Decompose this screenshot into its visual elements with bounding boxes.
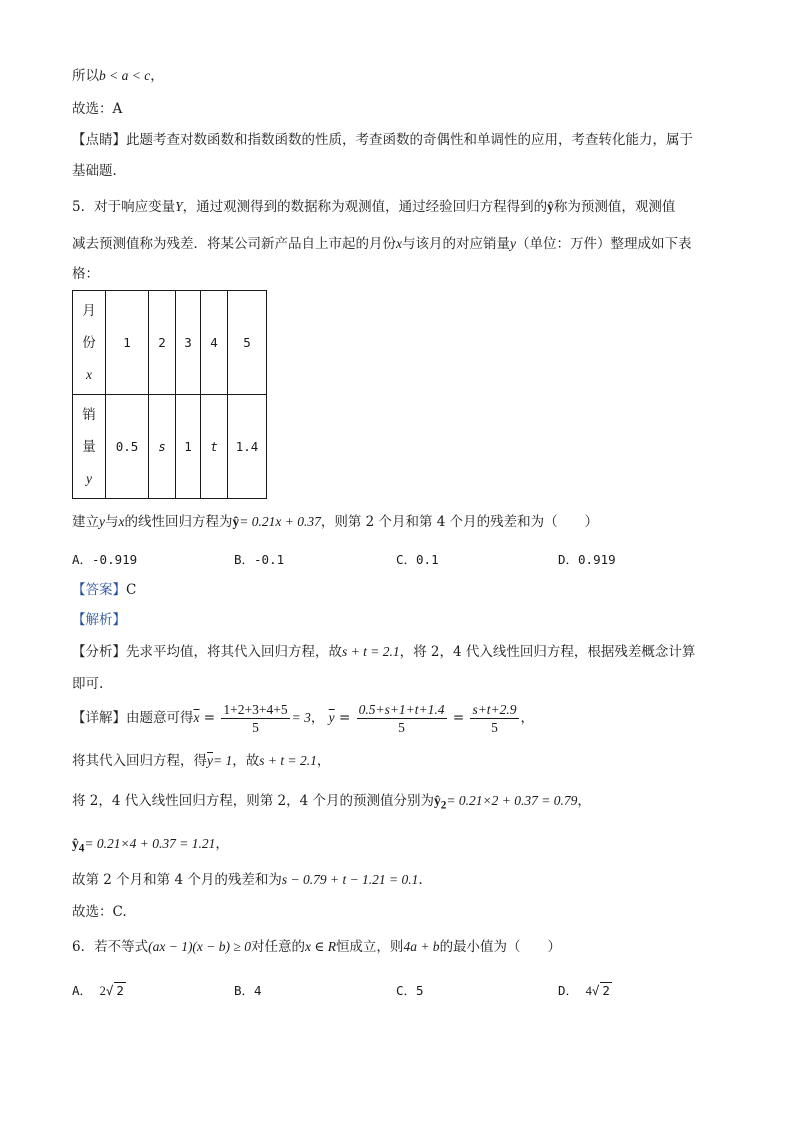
comment-text-1: 此题考查对数函数和指数函数的性质，考查函数的奇偶性和单调性的应用，考查转化能力，属于 — [126, 132, 693, 148]
analysis-tag: 【解析】 — [72, 612, 126, 628]
table-cell: 1 — [176, 395, 201, 499]
option-radicand: 2 — [602, 983, 610, 998]
q5-stem-text-d: 减去预测值称为残差．将某公司新产品自上市起的月份 — [72, 236, 396, 252]
q6-option-b — [234, 981, 262, 999]
fraction-denominator: 5 — [252, 720, 259, 735]
q6-inequality: (ax − 1)(x − b) ≥ 0 — [148, 939, 251, 954]
q5-var-Y: Y — [175, 199, 183, 214]
option-coef: 2 — [99, 984, 106, 998]
option-label: D． — [558, 983, 579, 998]
var-x: x — [396, 236, 402, 251]
comment-tag: 【点睛】 — [72, 132, 126, 148]
table-cell: 2 — [149, 291, 176, 395]
sub-math: = 1 — [213, 753, 233, 768]
ybar-fraction-2 — [470, 701, 518, 736]
q5-fenxi — [72, 642, 695, 662]
header-char: 销 — [82, 406, 96, 423]
q6-option-a: A． 2√ 2 — [72, 983, 124, 998]
q5-fenxi-line2: 即可. — [72, 676, 104, 692]
yhat-symbol: ŷ — [232, 514, 240, 529]
q6-expression: 4a + b — [403, 939, 440, 954]
fenxi-tag: 【分析】 — [72, 644, 126, 660]
pred-math-2: = 0.21×4 + 0.37 = 1.21 — [84, 836, 216, 851]
ybar-fraction-1 — [357, 701, 447, 736]
q5-prediction-2: $ŷ_4= 0.21\times 4 + 0.37 = 1.21$， — [72, 836, 229, 855]
table-cell: 1.4 — [228, 395, 267, 499]
fenxi-text-b: ，将 2，4 代入线性回归方程，根据残差概念计算 — [399, 644, 696, 660]
q5-detail: 【详解】由题意可得$\overline{x}$ = $\frac{1+2+3+4+5}{5}$ = 3， $\overline{y}$ = $\frac{0.5+s+1+t+1.4}{5}$ = $\frac{s+t+2.9}{5}$ ， — [72, 702, 535, 735]
row-header-sales — [73, 395, 106, 499]
q5-stem-line2 — [72, 234, 692, 254]
var-x: x — [118, 514, 125, 529]
option-label: C． — [396, 983, 417, 998]
yhat2-symbol: $ŷ_2$ — [434, 793, 447, 812]
option-value: 5 — [416, 983, 424, 998]
q5-residual-sum: 故第 2 个月和第 4 个月的残差和为s − 0.79 + t − 1.21 = 0.1. — [72, 872, 423, 888]
table-cell: 4 — [201, 291, 228, 395]
option-label: A． — [72, 983, 93, 998]
prev-conclusion-math: b < a < c — [99, 68, 151, 83]
q5-stem-text-b: ，通过观测得到的数据称为观测值，通过经验回归方程得到的 — [182, 199, 548, 215]
q5-substitution: 将其代入回归方程，得$\overline{y}= 1$，故s + t = 2.1， — [72, 753, 331, 769]
option-value: 4 — [254, 983, 262, 998]
q6-option-c — [396, 981, 424, 999]
q5-analysis-tag — [72, 610, 126, 630]
q5-prediction: 将 2，4 代入线性回归方程，则第 2，4 个月的预测值分别为$ŷ_2= 0.21\times 2 + 0.37 = 0.79$， — [72, 793, 591, 812]
table-cell: 1 — [106, 291, 149, 395]
regress-equation: = 0.21x + 0.37 — [239, 514, 321, 529]
table-cell: s — [149, 395, 176, 499]
header-var: x — [86, 366, 92, 382]
sum-math: s − 0.79 + t − 1.21 = 0.1 — [281, 872, 419, 887]
q5-stem-text: 5．对于响应变量 — [72, 199, 176, 215]
option-label: B． — [234, 983, 255, 998]
table-row-sales — [73, 395, 267, 499]
table-row-month — [73, 291, 267, 395]
prev-choice: 故选：A — [72, 101, 123, 117]
fraction-numerator: 0.5+s+1+t+1.4 — [358, 702, 445, 717]
regress-text-a: 建立 — [72, 514, 99, 530]
prev-conclusion-text: 所以 — [72, 68, 99, 84]
sub-math-2: s + t = 2.1 — [259, 753, 317, 768]
q5-choice: 故选：C. — [72, 904, 127, 920]
q6-domain: x ∈ R — [304, 939, 336, 954]
detail-text: 由题意可得 — [126, 710, 194, 726]
regress-text-c: 的线性回归方程为 — [124, 514, 233, 530]
fenxi-math: s + t = 2.1 — [342, 644, 400, 659]
q5-stem-line1 — [72, 197, 675, 217]
regress-text-d: ，则第 2 个月和第 4 个月的残差和为（ ） — [320, 514, 599, 530]
q6-text-d: 的最小值为（ ） — [439, 939, 562, 955]
q6-text-c: 恒成立，则 — [335, 939, 404, 955]
xbar: $\overline{x}$ — [193, 710, 200, 725]
table-cell: 3 — [176, 291, 201, 395]
q5-option-a: A．-0.919 — [72, 552, 138, 567]
regress-text-b: 与 — [105, 514, 119, 530]
answer-value: C — [126, 582, 137, 598]
q6-stem — [72, 937, 561, 957]
header-char: 月 — [82, 302, 96, 319]
sub-text-b: ，故 — [232, 753, 260, 769]
header-var: y — [86, 470, 92, 486]
table-cell: 0.5 — [106, 395, 149, 499]
pred-text: 将 2，4 代入线性回归方程，则第 2，4 个月的预测值分别为 — [72, 793, 435, 809]
q6-text-b: 对任意的 — [250, 939, 305, 955]
yhat-symbol: ŷ — [547, 199, 554, 214]
table-cell: 5 — [228, 291, 267, 395]
option-radicand: 2 — [116, 983, 124, 998]
fraction-denominator: 5 — [491, 720, 498, 735]
fraction-numerator: s+t+2.9 — [472, 702, 517, 717]
table-cell: t — [201, 395, 228, 499]
var-y: y — [99, 514, 105, 529]
option-coef: 4 — [585, 984, 592, 998]
fraction-numerator: 1+2+3+4+5 — [223, 702, 288, 717]
ybar: $\overline{y}$ — [328, 710, 335, 725]
sub-text-a: 将其代入回归方程，得 — [72, 753, 207, 769]
q5-stem-line3: 格： — [72, 266, 99, 282]
q5-stem-text-f: （单位：万件）整理成如下表 — [516, 236, 692, 252]
yhat4-symbol: $ŷ_4$ — [72, 836, 85, 855]
q5-option-b: B．-0.1 — [234, 552, 285, 567]
answer-tag: 【答案】 — [72, 582, 126, 598]
q6-text-a: 6．若不等式 — [72, 939, 149, 955]
header-char: 量 — [82, 438, 96, 455]
detail-tag: 【详解】 — [72, 710, 126, 726]
q5-option-c: C．0.1 — [396, 552, 439, 567]
q5-option-d: D．0.919 — [558, 552, 616, 567]
pred-math-1: = 0.21×2 + 0.37 = 0.79 — [446, 793, 578, 808]
q5-stem-text-e: 与该月的对应销量 — [402, 236, 510, 252]
prev-comment-line2: 基础题. — [72, 163, 117, 179]
q5-stem-text-c: 称为预测值，观测值 — [553, 199, 676, 215]
xbar-result: = 3 — [291, 710, 311, 725]
sales-table — [72, 290, 267, 499]
q6-option-d: D． 4√ 2 — [558, 983, 610, 998]
fenxi-text-a: 先求平均值，将其代入回归方程，故 — [126, 644, 342, 660]
xbar-fraction — [221, 701, 289, 736]
prev-conclusion: 所以b < a < c， — [72, 68, 164, 84]
q5-regression-line — [72, 512, 598, 532]
header-char: 份 — [82, 334, 96, 351]
sum-text: 故第 2 个月和第 4 个月的残差和为 — [72, 872, 282, 888]
prev-comment — [72, 130, 693, 150]
ybar: $\overline{y}$ — [207, 753, 213, 768]
var-y: y — [510, 236, 516, 251]
fraction-denominator: 5 — [398, 720, 405, 735]
row-header-month — [73, 291, 106, 395]
q5-answer — [72, 580, 136, 600]
